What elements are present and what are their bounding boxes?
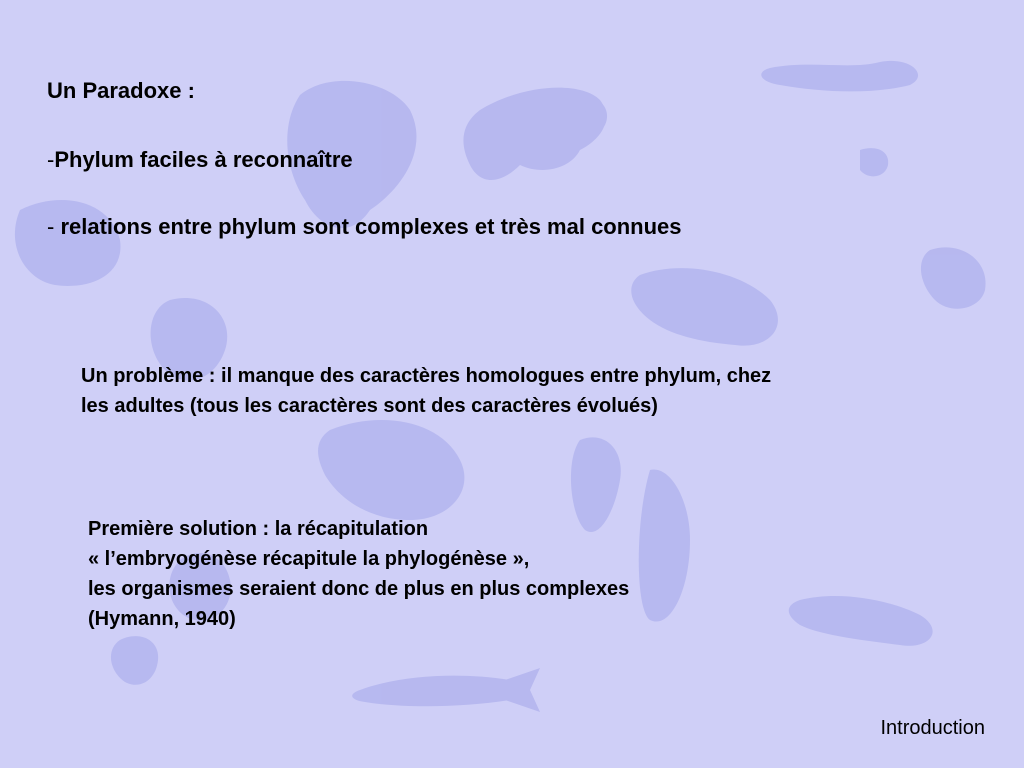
slide-heading: Un Paradoxe : bbox=[47, 78, 195, 103]
problem-paragraph bbox=[81, 361, 771, 421]
bullet-text: Phylum faciles à reconnaître bbox=[54, 147, 353, 172]
bullet-dash: - bbox=[47, 214, 61, 239]
bird-silhouette bbox=[761, 61, 918, 92]
solution-paragraph bbox=[88, 514, 629, 634]
problem-line: Un problème : il manque des caractères homologues entre phylum, chez bbox=[81, 365, 772, 387]
problem-line: les adultes (tous les caractères sont des caractères évolués) bbox=[81, 395, 658, 417]
bullet-phylum-recognition bbox=[47, 147, 353, 173]
fish-silhouette bbox=[352, 676, 525, 707]
bullet-phylum-relations bbox=[47, 214, 682, 240]
solution-line: « l’embryogénèse récapitule la phylogénèse », bbox=[88, 548, 530, 570]
bullet-text: relations entre phylum sont complexes et très mal connues bbox=[60, 214, 682, 239]
frog-silhouette bbox=[631, 268, 778, 346]
section-label: Introduction bbox=[880, 717, 985, 739]
solution-line: Première solution : la récapitulation bbox=[88, 518, 429, 540]
bullet-dash: - bbox=[47, 147, 55, 172]
solution-line: (Hymann, 1940) bbox=[88, 608, 236, 630]
ape-silhouette bbox=[463, 88, 606, 180]
lizard-silhouette bbox=[789, 596, 933, 646]
solution-line: les organismes seraient donc de plus en plus complexes bbox=[88, 578, 630, 600]
